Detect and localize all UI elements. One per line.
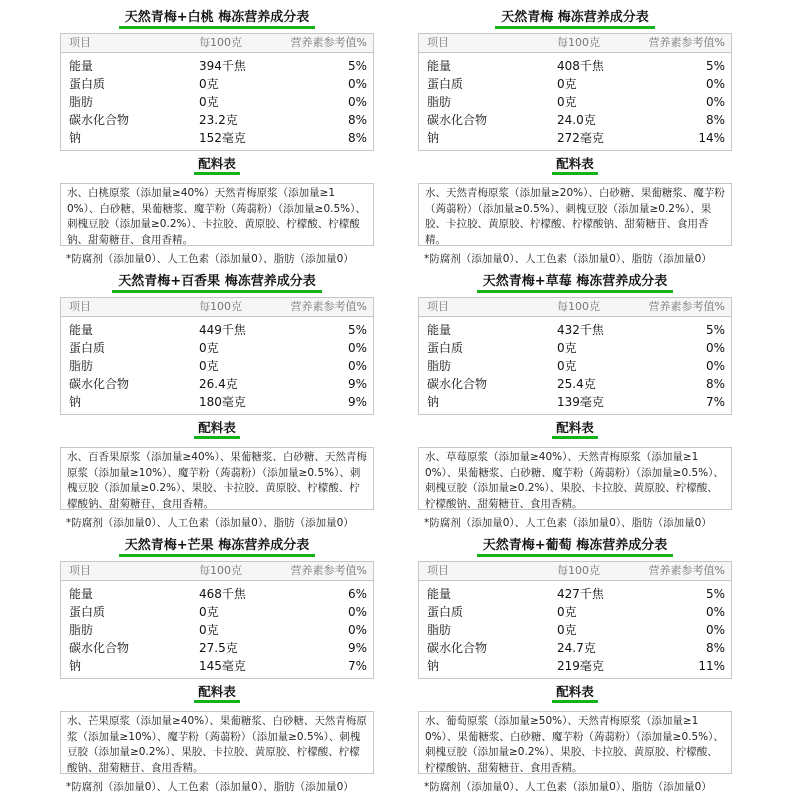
table-header xyxy=(419,298,731,317)
header-nrv: 营养素参考值% xyxy=(290,300,367,313)
nutrition-table xyxy=(418,297,732,415)
header-item: 项目 xyxy=(427,36,449,49)
table-row: 脂肪 0克 0% xyxy=(427,359,725,373)
table-row: 蛋白质 0克 0% xyxy=(427,605,725,619)
panel-title: 天然青梅+芒果 梅冻营养成分表 xyxy=(60,536,374,560)
table-row: 碳水化合物 26.4克 9% xyxy=(69,377,367,391)
ingredients-title: 配料表 xyxy=(60,155,374,177)
panel-title: 天然青梅+白桃 梅冻营养成分表 xyxy=(60,8,374,32)
nutrition-panel-passion-fruit xyxy=(60,272,374,534)
table-row: 钠 152毫克 8% xyxy=(69,131,367,145)
ingredients-title: 配料表 xyxy=(60,683,374,705)
table-header xyxy=(419,562,731,581)
panel-title: 天然青梅+葡萄 梅冻营养成分表 xyxy=(418,536,732,560)
header-per100: 每100克 xyxy=(557,36,600,49)
ingredients-title: 配料表 xyxy=(418,155,732,177)
table-row: 能量 408千焦 5% xyxy=(427,59,725,73)
ingredients-title: 配料表 xyxy=(60,419,374,441)
table-header xyxy=(61,34,373,53)
table-row: 能量 394千焦 5% xyxy=(69,59,367,73)
table-row: 蛋白质 0克 0% xyxy=(69,341,367,355)
nutrition-panel-strawberry xyxy=(418,272,732,534)
table-row: 碳水化合物 25.4克 8% xyxy=(427,377,725,391)
table-row: 碳水化合物 24.0克 8% xyxy=(427,113,725,127)
header-item: 项目 xyxy=(427,564,449,577)
nutrition-panel-white-peach xyxy=(60,8,374,270)
footnote: *防腐剂（添加量0）、人工色素（添加量0）、脂肪（添加量0） xyxy=(66,253,354,265)
header-nrv: 营养素参考值% xyxy=(648,300,725,313)
table-row: 蛋白质 0克 0% xyxy=(427,341,725,355)
nutrition-table xyxy=(60,561,374,679)
panel-title: 天然青梅+百香果 梅冻营养成分表 xyxy=(60,272,374,296)
table-row: 蛋白质 0克 0% xyxy=(69,605,367,619)
table-row: 碳水化合物 27.5克 9% xyxy=(69,641,367,655)
footnote: *防腐剂（添加量0）、人工色素（添加量0）、脂肪（添加量0） xyxy=(424,253,712,265)
footnote: *防腐剂（添加量0）、人工色素（添加量0）、脂肪（添加量0） xyxy=(66,517,354,529)
nutrition-panel-green-plum xyxy=(418,8,732,270)
header-item: 项目 xyxy=(69,564,91,577)
table-row: 能量 427千焦 5% xyxy=(427,587,725,601)
table-row: 脂肪 0克 0% xyxy=(69,95,367,109)
panel-title: 天然青梅+草莓 梅冻营养成分表 xyxy=(418,272,732,296)
header-nrv: 营养素参考值% xyxy=(648,36,725,49)
header-item: 项目 xyxy=(69,300,91,313)
table-row: 蛋白质 0克 0% xyxy=(427,77,725,91)
header-per100: 每100克 xyxy=(199,564,242,577)
table-row: 脂肪 0克 0% xyxy=(69,623,367,637)
header-per100: 每100克 xyxy=(557,564,600,577)
ingredients-title: 配料表 xyxy=(418,683,732,705)
nutrition-panel-grape xyxy=(418,536,732,798)
ingredients-box: 水、百香果原浆（添加量≥40%）、果葡糖浆、白砂糖、天然青梅原浆（添加量≥10%）、魔芋粉（蒟蒻粉）（添加量≥0.5%）、刺槐豆胶（添加量≥0.2%）、果胶、卡拉胶、黄原胶、柠檬酸、柠檬酸钠、甜菊糖苷、食用香精。 xyxy=(60,447,374,510)
header-per100: 每100克 xyxy=(199,300,242,313)
header-per100: 每100克 xyxy=(557,300,600,313)
ingredients-title: 配料表 xyxy=(418,419,732,441)
table-row: 钠 139毫克 7% xyxy=(427,395,725,409)
header-nrv: 营养素参考值% xyxy=(290,36,367,49)
table-row: 钠 219毫克 11% xyxy=(427,659,725,673)
nutrition-table xyxy=(60,297,374,415)
nutrition-panel-mango xyxy=(60,536,374,798)
table-header xyxy=(61,562,373,581)
table-row: 碳水化合物 23.2克 8% xyxy=(69,113,367,127)
table-header xyxy=(61,298,373,317)
header-per100: 每100克 xyxy=(199,36,242,49)
ingredients-box: 水、芒果原浆（添加量≥40%）、果葡糖浆、白砂糖、天然青梅原浆（添加量≥10%）、魔芋粉（蒟蒻粉）（添加量≥0.5%）、刺槐豆胶（添加量≥0.2%）、果胶、卡拉胶、黄原胶、柠檬酸、柠檬酸钠、甜菊糖苷、食用香精。 xyxy=(60,711,374,774)
ingredients-box: 水、葡萄原浆（添加量≥50%）、天然青梅原浆（添加量≥10%）、果葡糖浆、白砂糖、魔芋粉（蒟蒻粉）（添加量≥0.5%）、刺槐豆胶（添加量≥0.2%）、果胶、卡拉胶、黄原胶、柠檬酸、柠檬酸钠、甜菊糖苷、食用香精。 xyxy=(418,711,732,774)
table-row: 脂肪 0克 0% xyxy=(427,95,725,109)
header-nrv: 营养素参考值% xyxy=(648,564,725,577)
nutrition-table xyxy=(418,561,732,679)
ingredients-box: 水、草莓原浆（添加量≥40%）、天然青梅原浆（添加量≥10%）、果葡糖浆、白砂糖、魔芋粉（蒟蒻粉）（添加量≥0.5%）、刺槐豆胶（添加量≥0.2%）、果胶、卡拉胶、黄原胶、柠檬酸、柠檬酸钠、甜菊糖苷、食用香精。 xyxy=(418,447,732,510)
table-row: 能量 449千焦 5% xyxy=(69,323,367,337)
table-row: 脂肪 0克 0% xyxy=(427,623,725,637)
ingredients-box: 水、白桃原浆（添加量≥40%）天然青梅原浆（添加量≥10%）、白砂糖、果葡糖浆、魔芋粉（蒟蒻粉）（添加量≥0.5%）、刺槐豆胶（添加量≥0.2%）、卡拉胶、黄原胶、柠檬酸、柠檬酸钠、甜菊糖苷、食用香精。 xyxy=(60,183,374,246)
header-item: 项目 xyxy=(69,36,91,49)
table-row: 蛋白质 0克 0% xyxy=(69,77,367,91)
table-row: 钠 145毫克 7% xyxy=(69,659,367,673)
panel-title: 天然青梅 梅冻营养成分表 xyxy=(418,8,732,32)
table-row: 碳水化合物 24.7克 8% xyxy=(427,641,725,655)
nutrition-table xyxy=(418,33,732,151)
footnote: *防腐剂（添加量0）、人工色素（添加量0）、脂肪（添加量0） xyxy=(424,517,712,529)
table-row: 钠 180毫克 9% xyxy=(69,395,367,409)
table-row: 能量 432千焦 5% xyxy=(427,323,725,337)
nutrition-table xyxy=(60,33,374,151)
table-row: 能量 468千焦 6% xyxy=(69,587,367,601)
header-item: 项目 xyxy=(427,300,449,313)
footnote: *防腐剂（添加量0）、人工色素（添加量0）、脂肪（添加量0） xyxy=(424,781,712,793)
table-header xyxy=(419,34,731,53)
header-nrv: 营养素参考值% xyxy=(290,564,367,577)
footnote: *防腐剂（添加量0）、人工色素（添加量0）、脂肪（添加量0） xyxy=(66,781,354,793)
table-row: 钠 272毫克 14% xyxy=(427,131,725,145)
ingredients-box: 水、天然青梅原浆（添加量≥20%）、白砂糖、果葡糖浆、魔芋粉（蒟蒻粉）（添加量≥0.5%）、刺槐豆胶（添加量≥0.2%）、果胶、卡拉胶、黄原胶、柠檬酸、柠檬酸钠、甜菊糖苷、食用香精。 xyxy=(418,183,732,246)
table-row: 脂肪 0克 0% xyxy=(69,359,367,373)
